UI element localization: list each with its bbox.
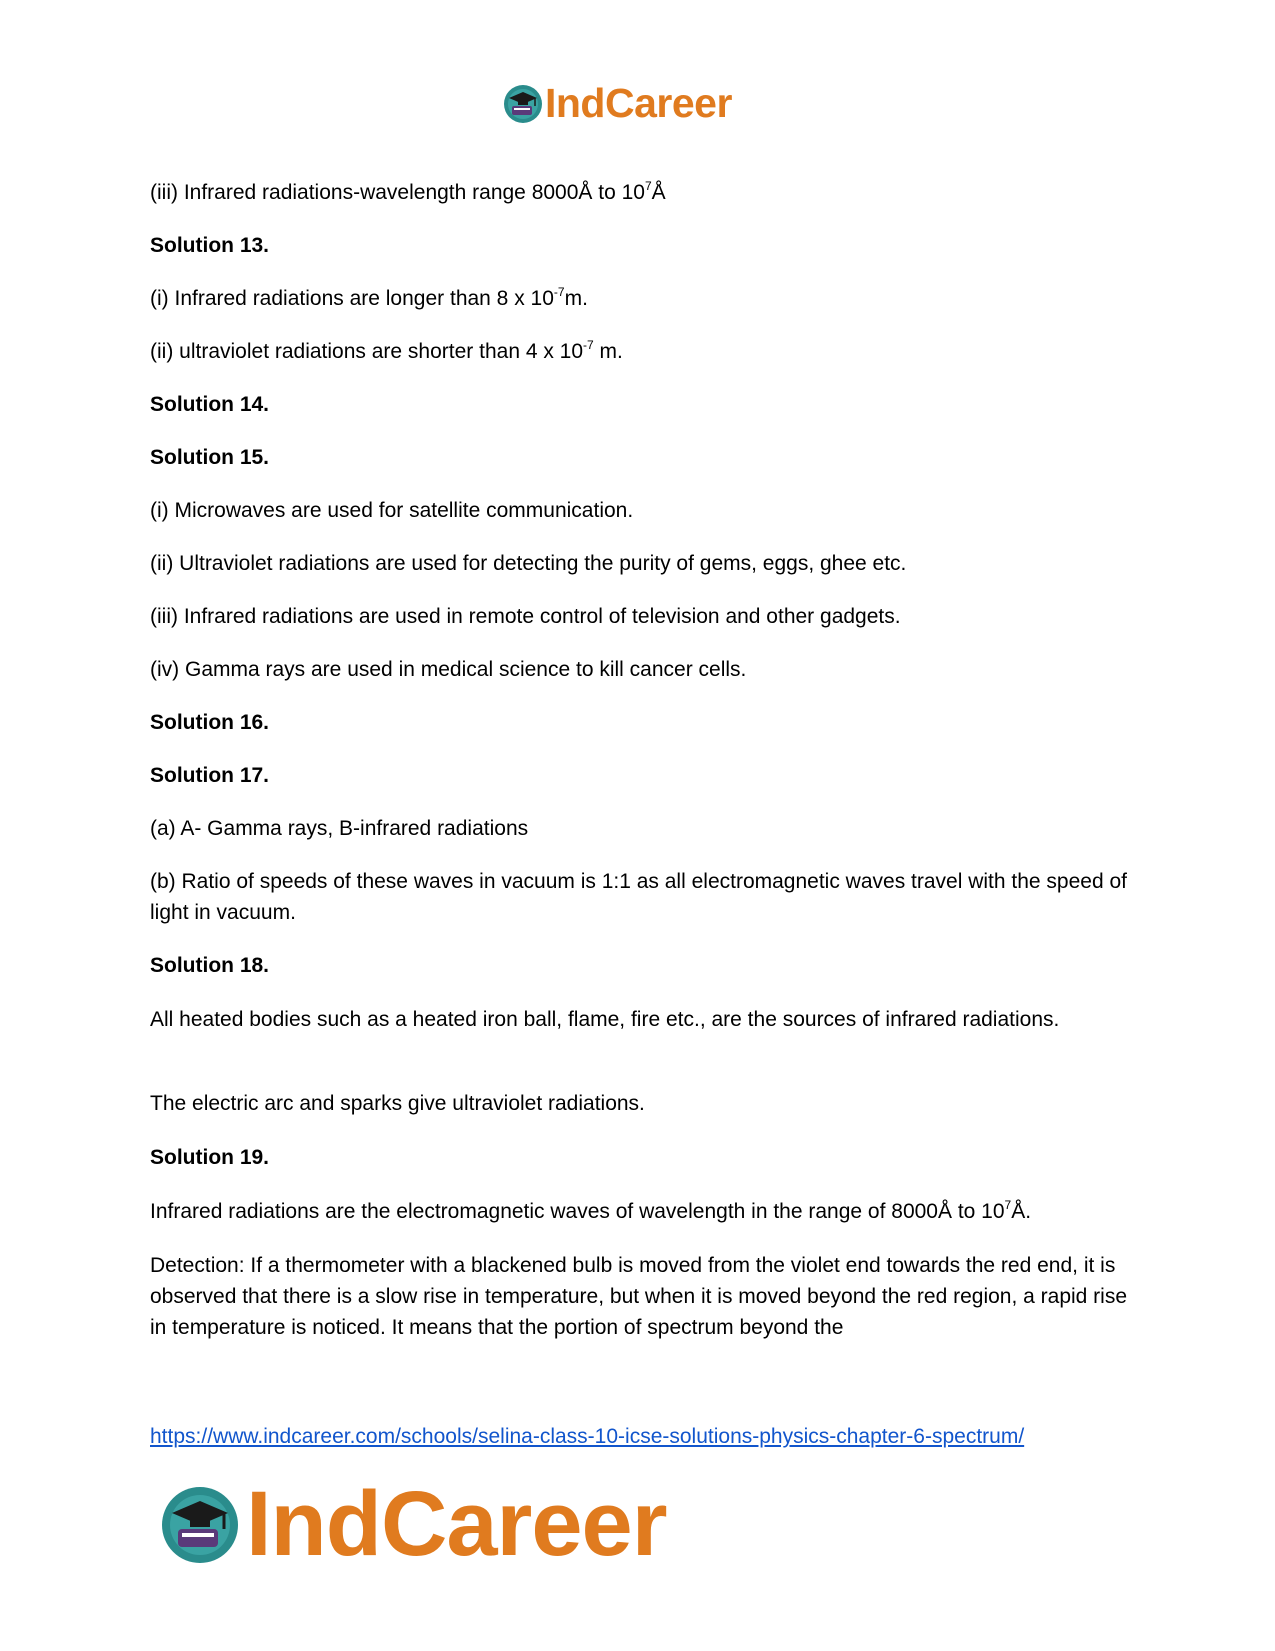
heading-solution-17: Solution 17. [150, 764, 270, 787]
heading-solution-14: Solution 14. [150, 393, 270, 416]
paragraph-infrared-uses: (iii) Infrared radiations are used in remote control of television and other gadgets. [150, 605, 901, 628]
paragraph-heated-bodies: All heated bodies such as a heated iron ball, flame, fire etc., are the sources of infrared radiations. [150, 1008, 1060, 1031]
paragraph-detection: Detection: If a thermometer with a blackened bulb is moved from the violet end towards the red end, it is observed that there is a slow rise in temperature, but when it is moved beyond the red region, a rapid rise in temperature is noticed. It means that the portion of spectrum beyond the [150, 1254, 1128, 1339]
paragraph-answer-a: (a) A- Gamma rays, B-infrared radiations [150, 817, 529, 840]
paragraph-answer-b: (b) Ratio of speeds of these waves in vacuum is 1:1 as all electromagnetic waves travel with the speed of light in vacuum. [150, 870, 1127, 924]
logo-wordmark: IndCareer [545, 80, 732, 126]
heading-solution-19: Solution 19. [150, 1146, 270, 1169]
heading-solution-13: Solution 13. [150, 234, 270, 257]
paragraph-ultraviolet-shorter: (ii) ultraviolet radiations are shorter than 4 x $10^{-7}$ m. [150, 338, 623, 363]
header-logo [503, 80, 732, 127]
paragraph-microwaves: (i) Microwaves are used for satellite communication. [150, 499, 634, 522]
paragraph-ultraviolet-uses: (ii) Ultraviolet radiations are used for detecting the purity of gems, eggs, ghee etc. [150, 552, 907, 575]
paragraph-gamma-uses: (iv) Gamma rays are used in medical science to kill cancer cells. [150, 658, 747, 681]
paragraph-infrared-range: (iii) Infrared radiations-wavelength range 8000Å to $10^7Å$ [150, 179, 666, 204]
paragraph-electric-arc: The electric arc and sparks give ultraviolet radiations. [150, 1092, 645, 1115]
logo-wordmark: IndCareer [246, 1473, 667, 1575]
heading-solution-18: Solution 18. [150, 954, 270, 977]
paragraph-infrared-longer: (i) Infrared radiations are longer than 8 x $10^{-7}m$. [150, 285, 588, 310]
source-link[interactable]: https://www.indcareer.com/schools/selina-class-10-icse-solutions-physics-chapter-6-spectrum/ [150, 1425, 1025, 1448]
heading-solution-15: Solution 15. [150, 446, 270, 469]
footer-logo [160, 1472, 667, 1577]
paragraph-infrared-definition: Infrared radiations are the electromagnetic waves of wavelength in the range of 8000Å to $10^7Å$. [150, 1198, 1032, 1223]
heading-solution-16: Solution 16. [150, 711, 270, 734]
graduation-book-icon [503, 84, 543, 124]
graduation-book-icon [160, 1485, 240, 1565]
